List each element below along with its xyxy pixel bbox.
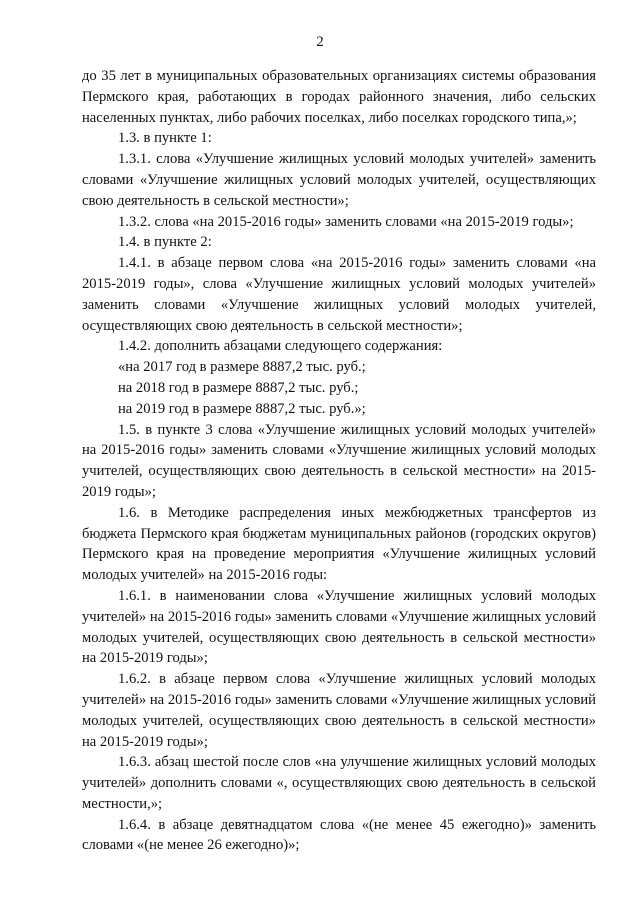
- paragraph-1-3: 1.3. в пункте 1:: [118, 130, 212, 147]
- paragraph-1-6-3: 1.6.3. абзац шестой после слов «на улучшение жилищных условий молодых учителей» дополнить словами «, осуществляющих свою деятельность в сельской местности,»;: [82, 754, 596, 812]
- paragraph-1-4-1: 1.4.1. в абзаце первом слова «на 2015-2016 годы» заменить словами «на 2015-2019 годы», слова «Улучшение жилищных условий молодых учителей» заменить словами «Улучшение жилищных условий молодых учителей, осуществляющих свою деятельность в сельской местности»;: [82, 255, 596, 334]
- paragraph-1-6-2: 1.6.2. в абзаце первом слова «Улучшение жилищных условий молодых учителей» на 2015-2016 годы» заменить словами «Улучшение жилищных условий молодых учителей, осуществляющих свою деятельность в сельской местности» на 2015-2019 годы»;: [82, 671, 596, 750]
- page-number: 2: [316, 34, 324, 50]
- paragraph-1-6-4: 1.6.4. в абзаце девятнадцатом слова «(не менее 45 ежегодно)» заменить словами «(не менее 26 ежегодно)»;: [82, 816, 596, 854]
- paragraph-1-3-2: 1.3.2. слова «на 2015-2016 годы» заменить словами «на 2015-2019 годы»;: [118, 213, 574, 230]
- paragraph-1-4-2: 1.4.2. дополнить абзацами следующего содержания:: [118, 338, 443, 355]
- quote-line-2017: «на 2017 год в размере 8887,2 тыс. руб.;: [118, 359, 366, 376]
- paragraph-1-5: 1.5. в пункте 3 слова «Улучшение жилищных условий молодых учителей» на 2015-2016 годы» заменить словами «Улучшение жилищных условий молодых учителей, осуществляющих свою деятельность в сельской местности» на 2015-2019 годы»;: [82, 421, 596, 500]
- paragraph-1-3-1: 1.3.1. слова «Улучшение жилищных условий молодых учителей» заменить словами «Улучшение жилищных условий молодых учителей, осуществляющих свою деятельность в сельской местности»;: [82, 151, 596, 209]
- paragraph-continuation: до 35 лет в муниципальных образовательных организациях системы образования Пермского края, работающих в городах районного значения, либо сельских населенных пунктах, либо рабочих поселках, либо поселках городского типа,»;: [82, 68, 596, 126]
- quote-line-2019: на 2019 год в размере 8887,2 тыс. руб.»;: [118, 400, 366, 417]
- paragraph-1-4: 1.4. в пункте 2:: [118, 234, 212, 251]
- paragraph-1-6-1: 1.6.1. в наименовании слова «Улучшение жилищных условий молодых учителей» на 2015-2016 годы» заменить словами «Улучшение жилищных условий молодых учителей, осуществляющих свою деятельность в сельской местности» на 2015-2019 годы»;: [82, 587, 596, 667]
- quote-line-2018: на 2018 год в размере 8887,2 тыс. руб.;: [118, 379, 359, 396]
- paragraph-1-6: 1.6. в Методике распределения иных межбюджетных трансфертов из бюджета Пермского края бюджетам муниципальных районов (городских округов) Пермского края на проведение мероприятия «Улучшение жилищных условий молодых учителей» на 2015-2016 годы:: [82, 504, 596, 584]
- document-body: [82, 66, 596, 856]
